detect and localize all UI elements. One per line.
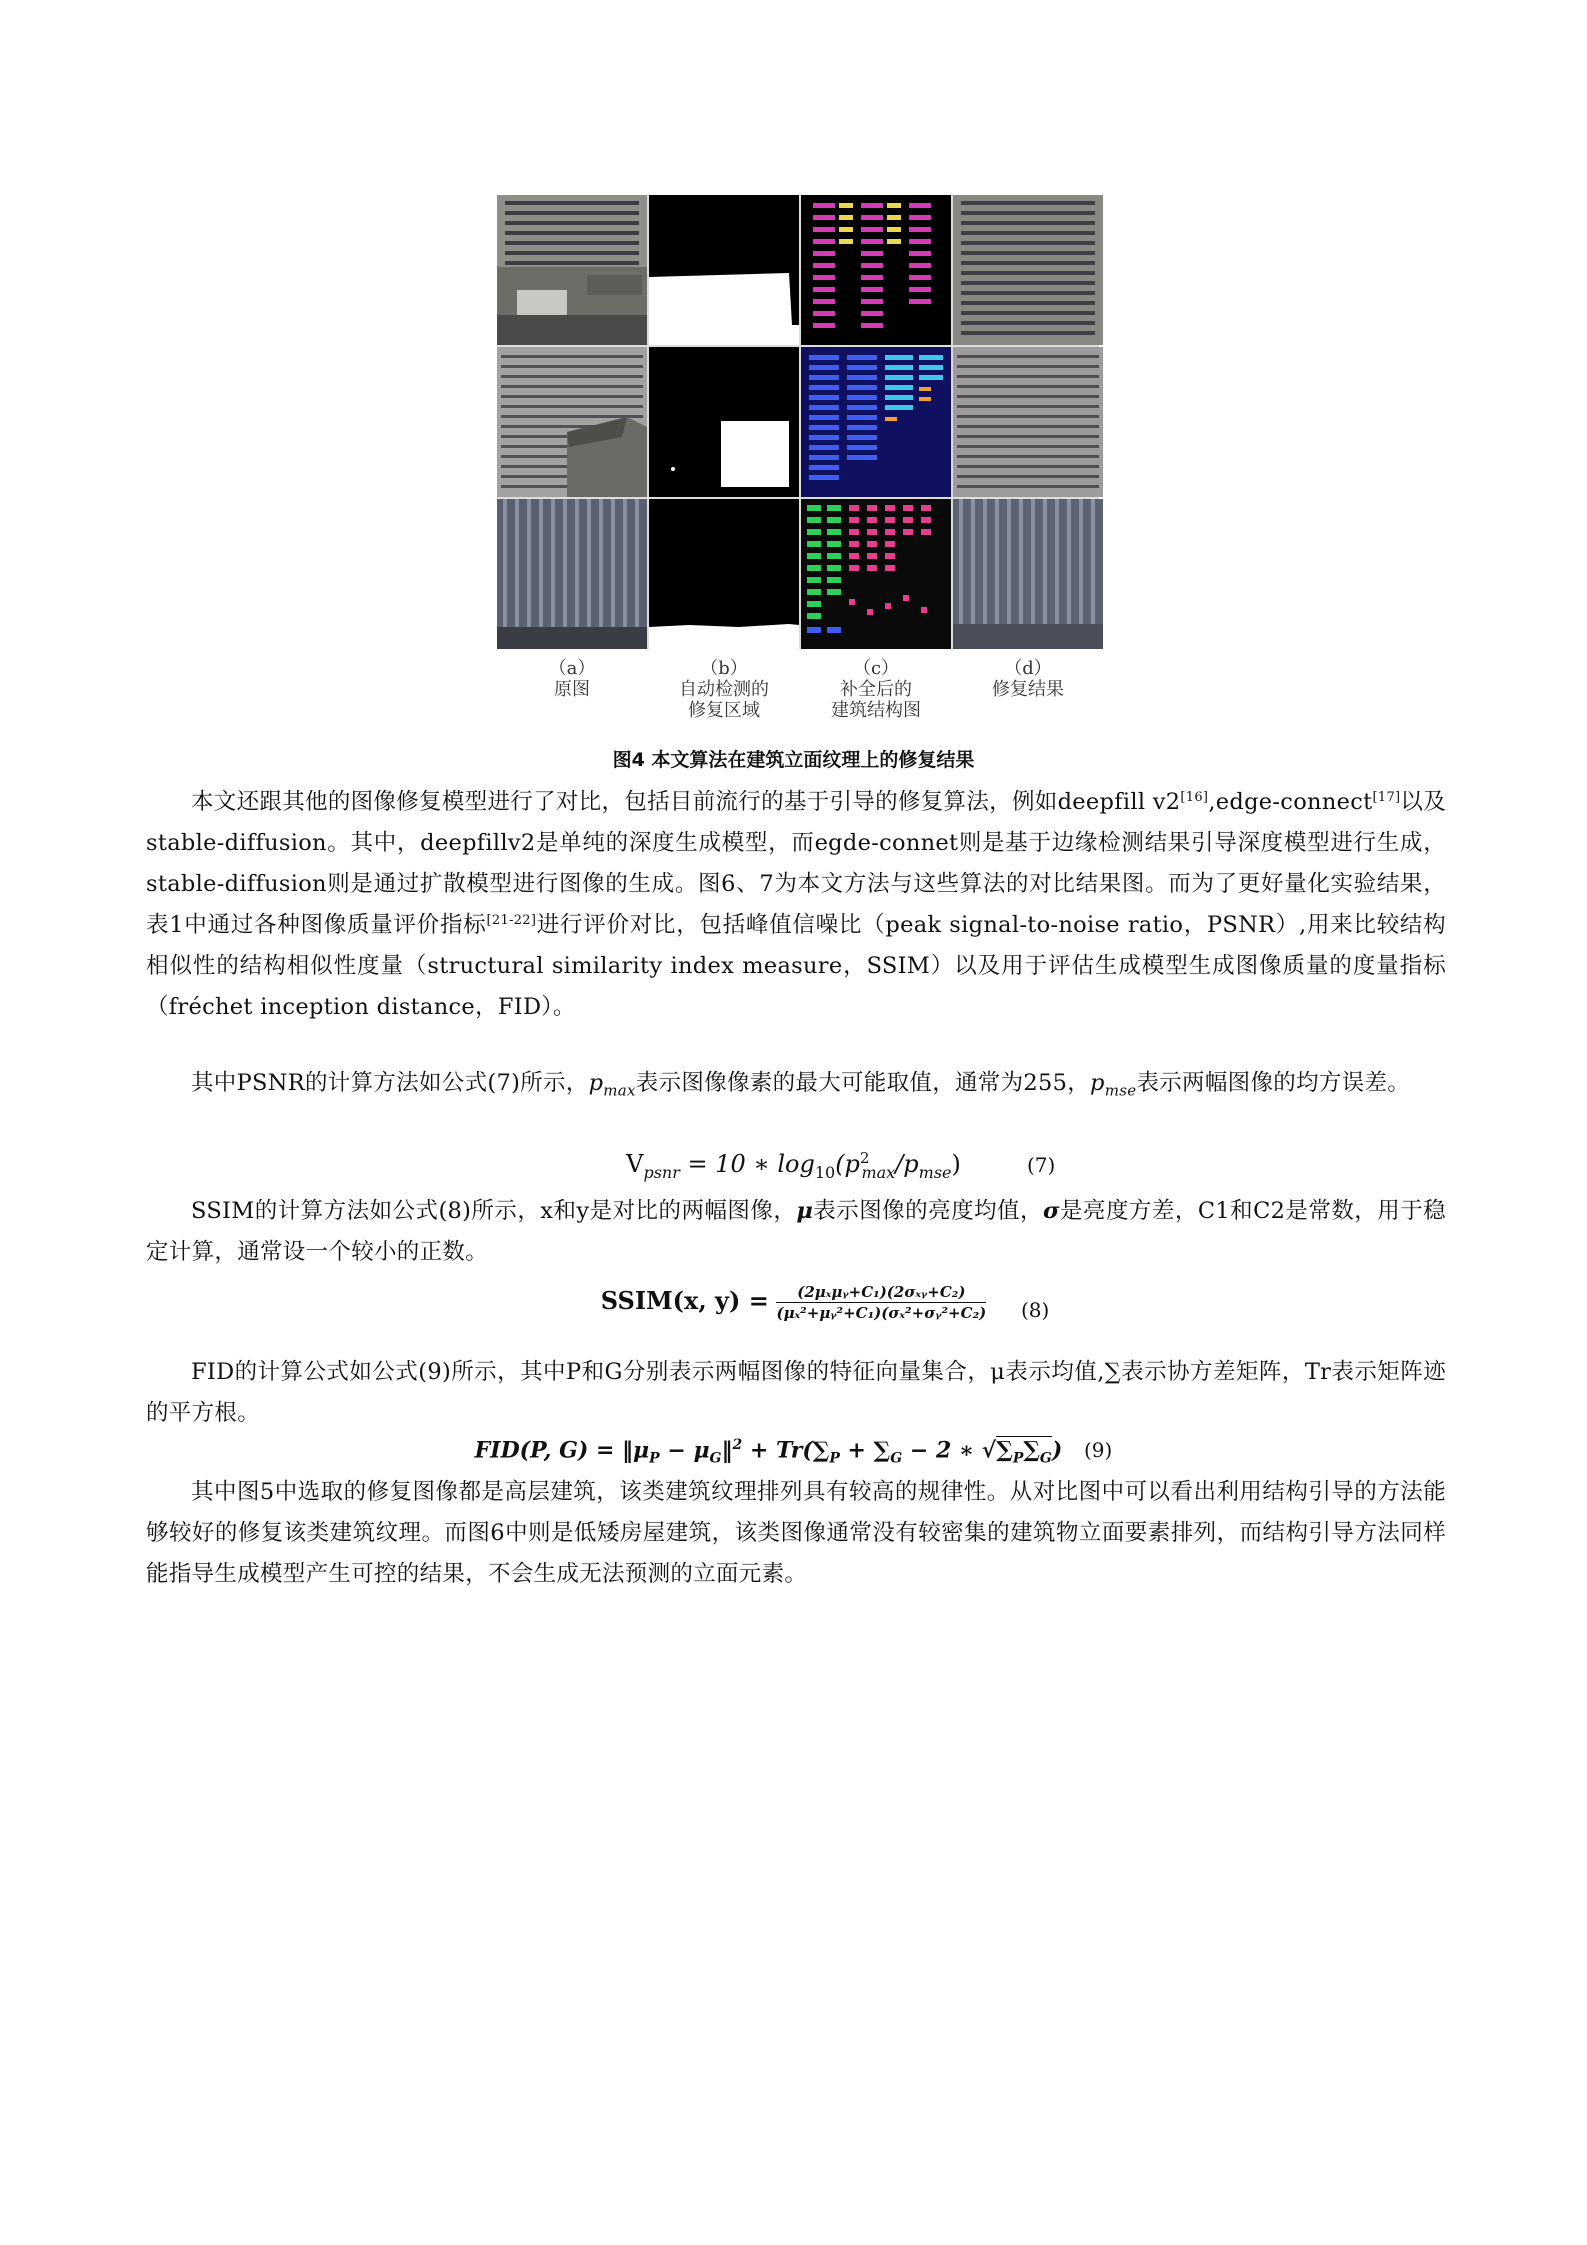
equation-9-number: (9) [1083, 1438, 1113, 1463]
paragraph-fid: FID的计算公式如公式(9)所示，其中P和G分别表示两幅图像的特征向量集合，μ表示均值,∑表示协方差矩阵，Tr表示矩阵迹的平方根。 [146, 1359, 1446, 1426]
image-result-3 [953, 499, 1103, 649]
equation-8-fraction: $\frac{\text{(2μₓμᵧ+C₁)(2σₓᵧ+C₂)}}{\text{(μₓ²+μᵧ²+C₁)(σₓ²+σᵧ²+C₂)}}$ [776, 1283, 987, 1322]
figure-4-grid [497, 195, 1099, 649]
equation-8: SSIM(x, y) = $\frac{\text{(2μₓμᵧ+C₁)(2σₓᵧ+C₂)}}{\text{(μₓ²+μᵧ²+C₁)(σₓ²+σᵧ²+C₂)}}$ [600, 1283, 987, 1322]
image-structure-3 [801, 499, 951, 649]
equation-8-number: (8) [1021, 1298, 1050, 1322]
paragraph-ssim: SSIM的计算方法如公式(8)所示，x和y是对比的两幅图像，μ表示图像的亮度均值，σ是亮度方差，C1和C2是常数，用于稳定计算，通常设一个较小的正数。 [146, 1198, 1446, 1265]
equation-7-number: (7) [1027, 1153, 1056, 1177]
image-result-1 [953, 195, 1103, 345]
paragraph-comparison: 本文还跟其他的图像修复模型进行了对比，包括目前流行的基于引导的修复算法，例如deepfill v2[16],edge-connect[17]以及stable-diffusion。其中，deepfillv2是单纯的深度生成模型，而egde-connet则是基于边缘检测结果引导深度模型进行生成，stable-diffusion则是通过扩散模型进行图像的生成。图6、7为本文方法与这些算法的对比结果图。而为了更好量化实验结果，表1中通过各种图像质量评价指标[21-22]进行评价对比，包括峰值信噪比（peak signal-to-noise ratio，PSNR）,用来比较结构相似性的结构相似性度量（structural similarity index measure，SSIM）以及用于评估生成模型生成图像质量的度量指标（fréchet inception distance，FID）。 [146, 789, 1447, 1020]
label-d: （d） 修复结果 [992, 658, 1064, 700]
image-original-2 [497, 347, 647, 497]
image-mask-3 [649, 499, 799, 649]
paragraph-psnr: 其中PSNR的计算方法如公式(7)所示，$p_{max}$表示图像像素的最大可能取值，通常为255，$p_{mse}$表示两幅图像的均方误差。 [191, 1070, 1411, 1100]
figure-subfigure-labels [497, 658, 1099, 728]
image-result-2 [953, 347, 1103, 497]
label-a: （a） 原图 [548, 658, 596, 700]
image-structure-1 [801, 195, 951, 345]
image-mask-2 [649, 347, 799, 497]
label-c: （c） 补全后的 建筑结构图 [831, 658, 921, 721]
paragraph-results: 其中图5中选取的修复图像都是高层建筑，该类建筑纹理排列具有较高的规律性。从对比图中可以看出利用结构引导的方法能够较好的修复该类建筑纹理。而图6中则是低矮房屋建筑，该类图像通常没有较密集的建筑物立面要素排列，而结构引导方法同样能指导生成模型产生可控的结果，不会生成无法预测的立面元素。 [146, 1479, 1446, 1587]
image-structure-2 [801, 347, 951, 497]
equation-7: $V_{psnr} = 10$ ∗ $\log_{10}(p^2_{max}/p_{mse})$ [626, 1149, 961, 1182]
equation-9: FID(P, $G) = ‖\mu_P$ − $\mu_G‖^2 + Tr(\sum_P + \sum_G - 2$ ∗ $√\sum_P\sum_G$) (9) [474, 1437, 1113, 1467]
image-mask-1 [649, 195, 799, 345]
figure-caption: 图4 本文算法在建筑立面纹理上的修复结果 [612, 749, 975, 771]
label-b: （b） 自动检测的 修复区域 [679, 658, 769, 721]
image-original-1 [497, 195, 647, 345]
image-original-3 [497, 499, 647, 649]
